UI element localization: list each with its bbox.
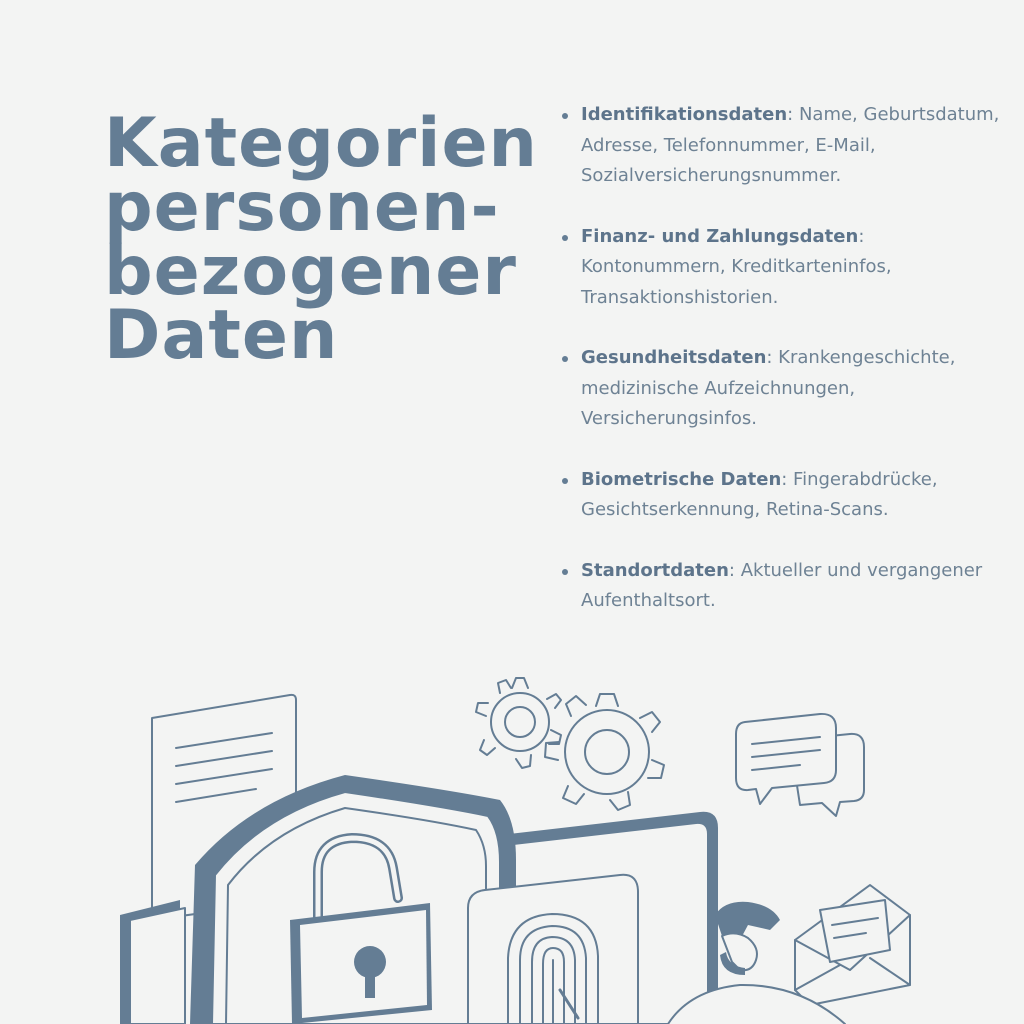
item-term: Biometrische Daten xyxy=(581,468,782,490)
title-line: Daten xyxy=(104,296,339,375)
list-item xyxy=(560,343,1010,435)
chat-bubbles-icon xyxy=(736,714,864,816)
document-icon xyxy=(152,695,296,920)
page-title xyxy=(104,104,544,375)
item-description: : Krankengeschichte, medizinische Aufzeichnungen, Versicherungsinfos. xyxy=(581,347,956,429)
person-icon xyxy=(668,902,845,1024)
item-description: : Aktueller und vergangener Aufenthaltsort. xyxy=(581,559,983,611)
list-item xyxy=(560,222,1010,314)
list-item xyxy=(560,556,1010,617)
title-line: personen- xyxy=(104,168,500,247)
shield-icon xyxy=(190,775,516,1024)
item-term: Gesundheitsdaten xyxy=(581,347,767,368)
title-line: Kategorien xyxy=(104,104,538,183)
envelope-icon xyxy=(795,885,910,1005)
item-term: Standortdaten xyxy=(581,559,729,581)
item-term: Finanz- und Zahlungsdaten xyxy=(581,225,859,247)
list-item xyxy=(560,100,1010,192)
category-list xyxy=(560,100,1010,647)
folder-icon xyxy=(120,812,718,1024)
gear-icon xyxy=(545,694,664,810)
gear-icon xyxy=(476,678,561,768)
item-description: : Kontonummern, Kreditkarteninfos, Transaktionshistorien. xyxy=(581,225,892,308)
fingerprint-icon xyxy=(468,875,638,1024)
item-description: : Name, Geburtsdatum, Adresse, Telefonnummer, E-Mail, Sozialversicherungsnummer. xyxy=(581,104,1000,186)
item-term: Identifikationsdaten xyxy=(581,104,788,125)
title-line: bezogener xyxy=(104,232,517,311)
padlock-icon xyxy=(290,838,432,1024)
list-item xyxy=(560,465,1010,526)
item-description: : Fingerabdrücke, Gesichtserkennung, Retina-Scans. xyxy=(581,468,938,520)
